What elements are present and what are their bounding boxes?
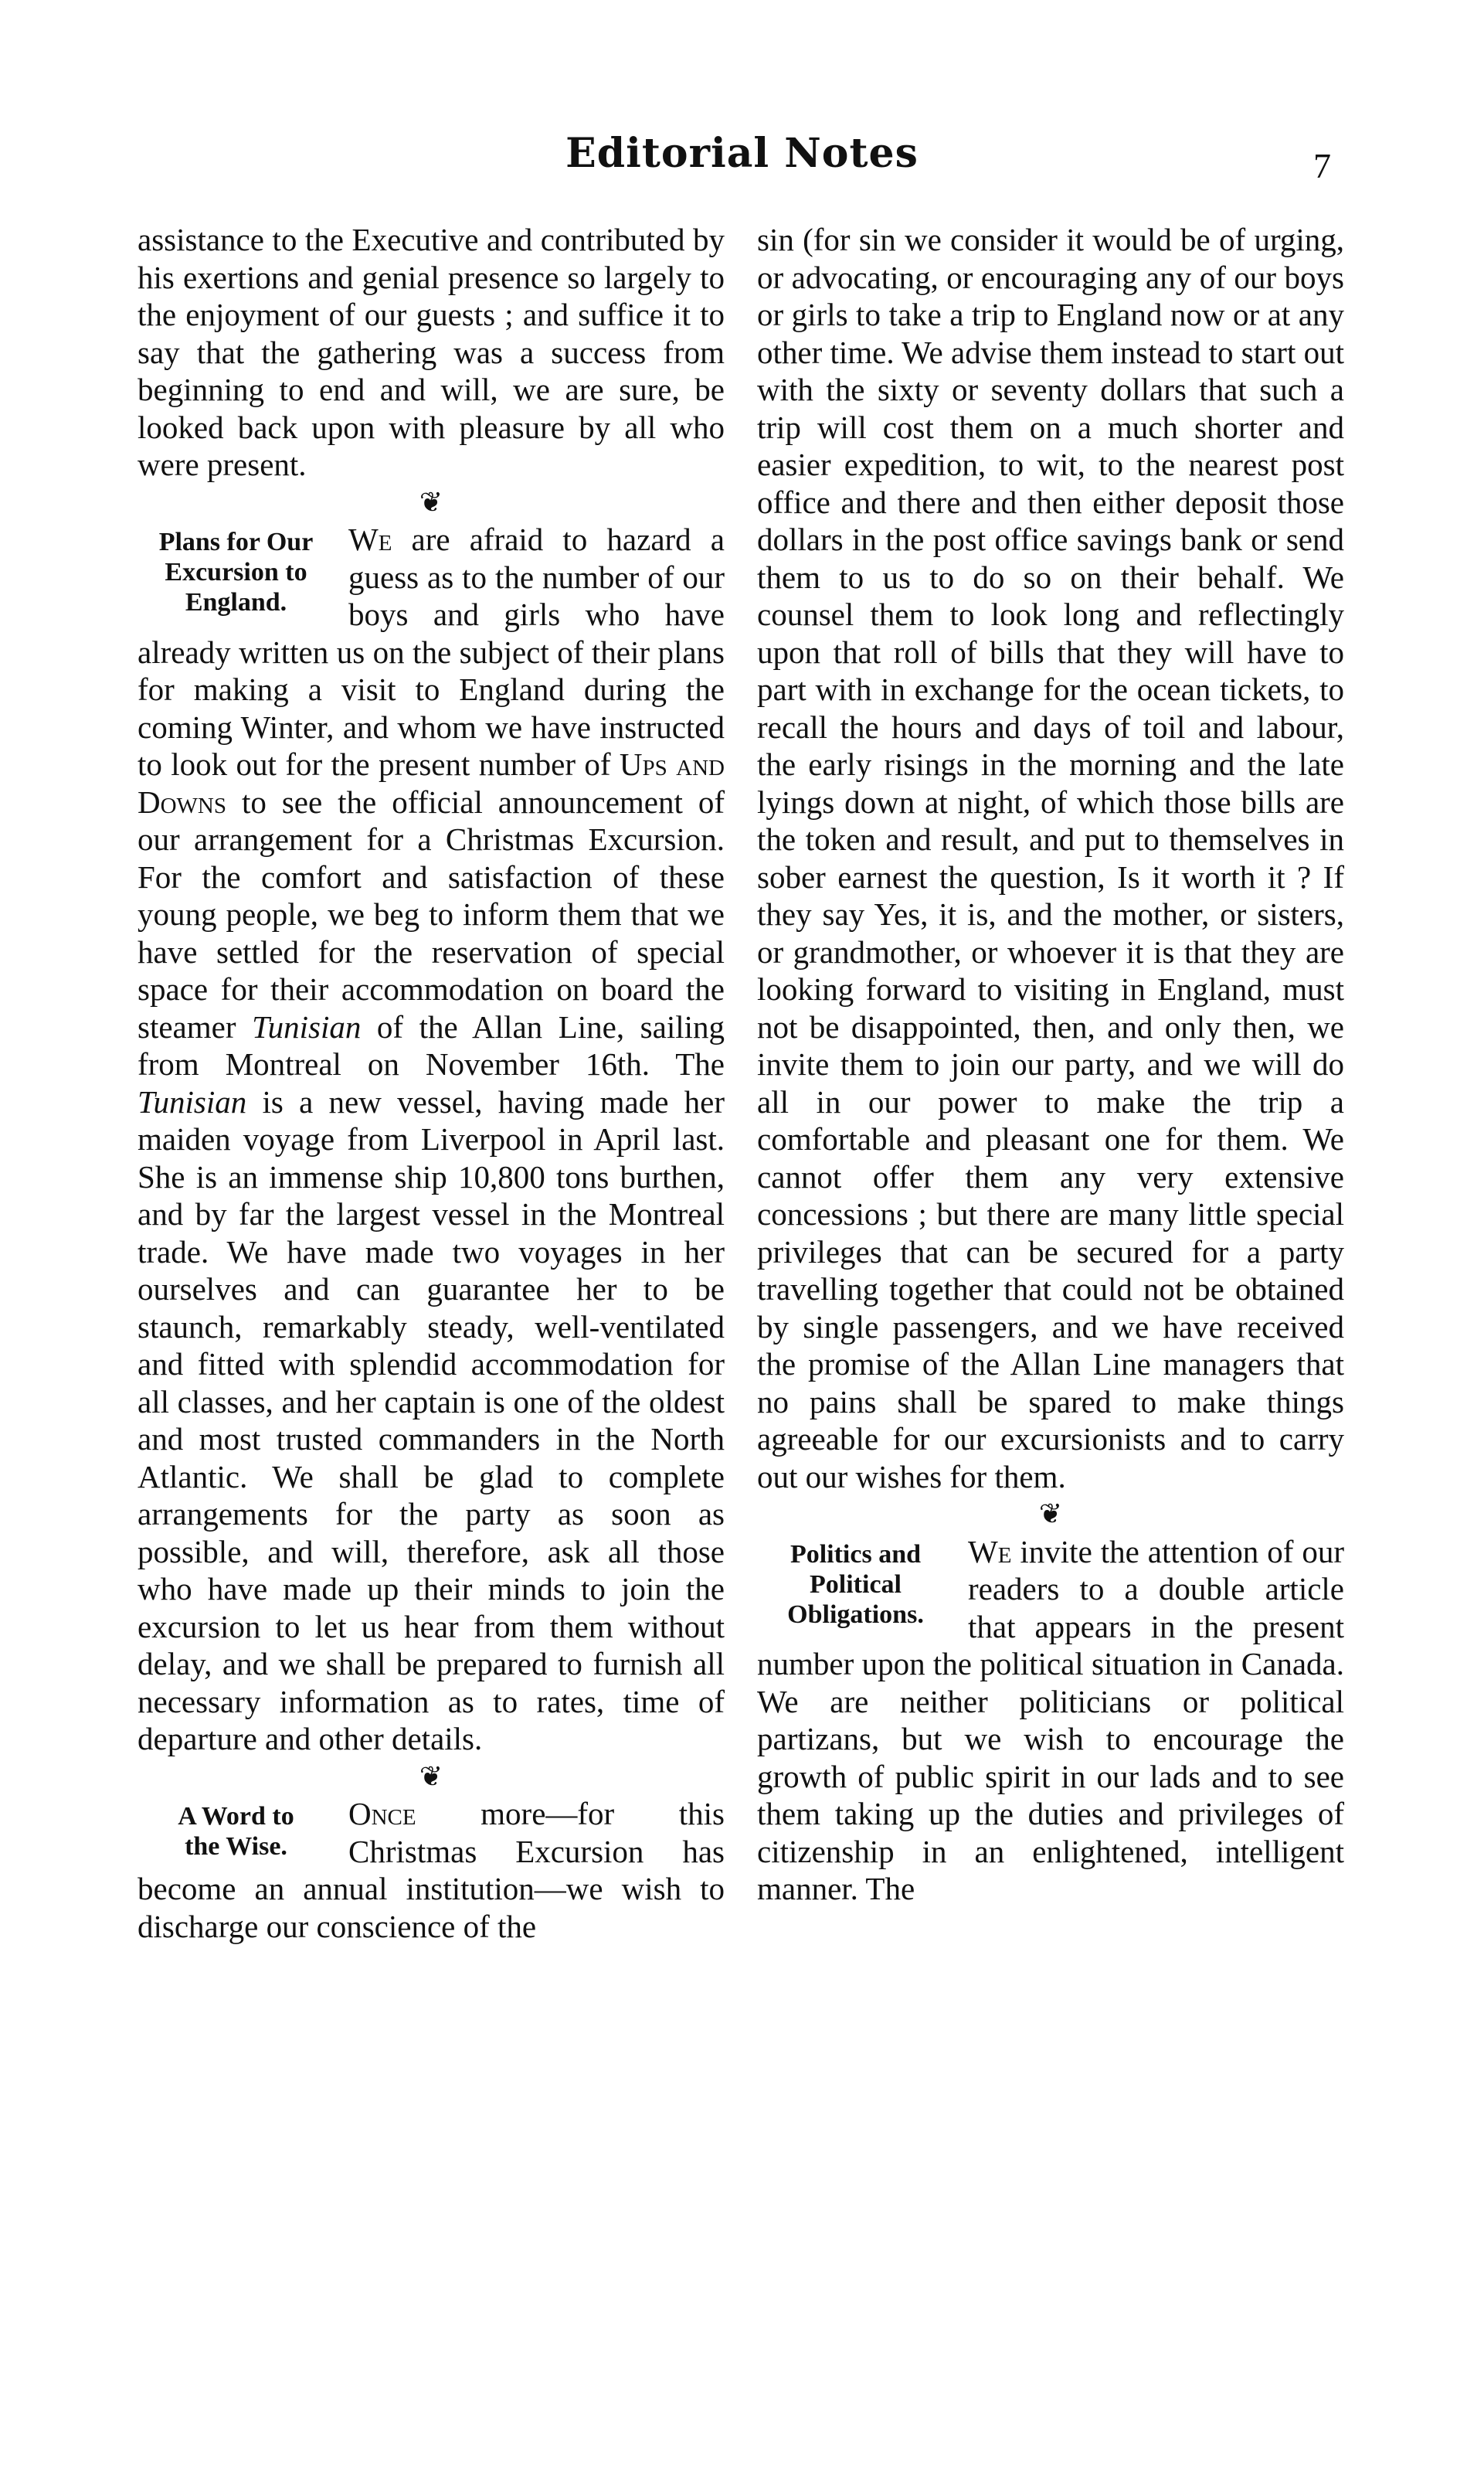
side-heading-line: England. <box>185 588 287 617</box>
side-heading-line: Politics and <box>790 1539 922 1569</box>
excursion-paragraph <box>138 521 725 1758</box>
side-heading-line: Plans for Our <box>158 528 314 556</box>
side-heading-line: Obligations. <box>787 1600 924 1629</box>
side-heading-line: A Word to <box>178 1802 294 1831</box>
text-run: more—for this Christmas Excursion has become an annual institution—we wish to discharge our conscience of the <box>138 1796 725 1944</box>
right-column <box>757 218 1344 1908</box>
text-run: of the Allan Line, sailing from Montreal on November 16th. The <box>138 1008 725 1082</box>
side-heading-line: the Wise. <box>185 1832 287 1861</box>
fleuron-ornament: ❦ <box>419 1760 443 1792</box>
side-heading-excursion <box>138 527 334 617</box>
running-head: Editorial Notes <box>565 130 919 177</box>
continued-paragraph: sin (for sin we consider it would be of urging, or advocating, or encouraging any of our boys or girls to take a trip to England now or at any other time. We advise them instead to start out with the sixty or seventy dollars that such a trip will cost them on a much shorter and easier expedition, to wit, to the nearest post office and there and then either deposit those dollars in the post office savings bank or send them to us to do so on their behalf. We counsel them to look long and reflectingly upon that roll of bills that they will have to part with in exchange for the ocean tickets, to recall the hours and days of toil and labour, the early risings in the morning and the late lyings down at night, of which those bills are the token and result, and put to themselves in sober earnest the question, Is it worth it ? If they say Yes, it is, and the mother, or sisters, or grandmother, or whoever it is that they are looking forward to visiting in England, must not be disappointed, then, and only then, we invite them to join our party, and we will do all in our power to make the trip a comfortable and pleasant one for them. We cannot offer them any very extensive concessions ; but there are many little special privileges that can be secured for a party travelling together that could not be obtained by single passengers, and we have received the promise of the Allan Line managers that no pains shall be spared to make things agreeable for our excursionists and to carry out our wishes for them. <box>757 222 1344 1494</box>
lead-caps: We <box>968 1533 1012 1569</box>
text-run: are afraid to hazard a guess as to the number of our boys and girls who have already written us on the subject of their plans for making a visit to England during the coming Winter, and whom we have instructed to look out for the present number of <box>138 522 725 782</box>
side-heading-politics <box>757 1539 954 1630</box>
fleuron-ornament: ❦ <box>1038 1498 1063 1529</box>
lead-caps: Once <box>348 1796 416 1831</box>
fleuron-ornament: ❦ <box>419 486 443 518</box>
intro-paragraph: assistance to the Executive and contributed by his exertions and genial presence so largely to the enjoyment of our guests ; and suffice it to say that the gathering was a success from beginning to end and will, we are sure, be looked back upon with pleasure by all who were present. <box>138 222 725 482</box>
page-number: 7 <box>1313 146 1331 185</box>
ship-name: Tunisian <box>252 1008 362 1045</box>
ship-name: Tunisian <box>138 1083 247 1120</box>
text-run: is a new vessel, having made her maiden voyage from Liverpool in April last. She is an immense ship 10,800 tons burthen, and by far the largest vessel in the Montreal trade. We have made two voyages in her ourselves and can guarantee her to be staunch, remarkably steady, well-ventilated and fitted with splendid accommodation for all classes, and her captain is one of the oldest and most trusted commanders in the North Atlantic. We shall be glad to complete arrangements for the party as soon as possible, and will, therefore, ask all those who have made up their minds to join the excursion to let us hear from them without delay, and we shall be prepared to furnish all necessary information as to rates, time of departure and other details. <box>138 1083 725 1756</box>
side-heading-word-to-wise <box>138 1801 334 1862</box>
text-run: to see the official announcement of our arrangement for a Christmas Excursion. For the comfort and satisfaction of these young people, we beg to inform them that we have settled for the reservation of special space for their accommodation on board the steamer <box>138 784 725 1045</box>
text-run: invite the attention of our readers to a double article that appears in the present number upon the political situation in Canada. We are neither politicians or political partizans, but we wish to encourage the growth of public spirit in our lads and to see them taking up the duties and privileges of citizenship in an enlightened, intelligent manner. The <box>757 1533 1344 1906</box>
magazine-name: Ups and Downs <box>138 746 725 820</box>
lead-caps: We <box>348 522 392 557</box>
side-heading-line: Excursion to <box>165 558 307 586</box>
side-heading-line: Political <box>810 1569 902 1599</box>
left-column <box>138 218 725 1945</box>
